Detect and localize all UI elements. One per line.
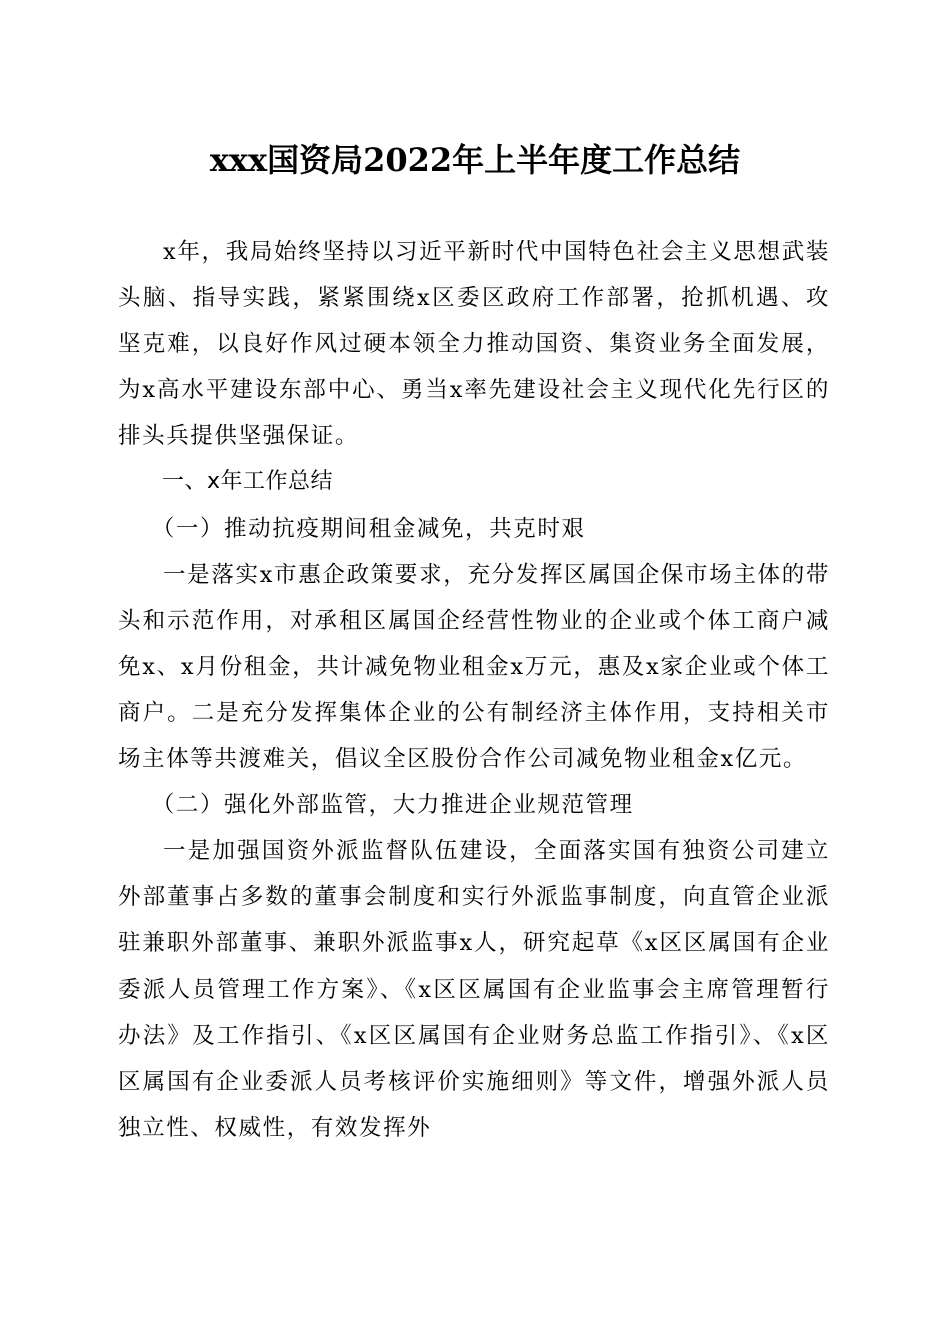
intro-paragraph: x年，我局始终坚持以习近平新时代中国特色社会主义思想武装头脑、指导实践，紧紧围绕x区委区政府工作部署，抢抓机遇、攻坚克难，以良好作风过硬本领全力推动国资、集资业务全面发展，为x高水平建设东部中心、勇当x率先建设社会主义现代化先行区的排头兵提供坚强保证。 [118, 239, 830, 450]
document-body [118, 229, 830, 1151]
subsection-heading-2: （二）强化外部监管，大力推进企业规范管理 [151, 792, 634, 819]
subsection-heading-1: （一）推动抗疫期间租金减免，共克时艰 [151, 515, 586, 542]
subsection-2-paragraph: 一是加强国资外派监督队伍建设，全面落实国有独资公司建立外部董事占多数的董事会制度和实行外派监事制度，向直管企业派驻兼职外部董事、兼职外派监事x人，研究起草《x区区属国有企业委派人员管理工作方案》、《x区区属国有企业监事会主席管理暂行办法》及工作指引、《x区区属国有企业财务总监工作指引》、《x区区属国有企业委派人员考核评价实施细则》等文件，增强外派人员独立性、权威性，有效发挥外 [118, 838, 830, 1141]
subsection-1-paragraph: 一是落实x市惠企政策要求，充分发挥区属国企保市场主体的带头和示范作用，对承租区属国企经营性物业的企业或个体工商户减免x、x月份租金，共计减免物业租金x万元，惠及x家企业或个体工商户。二是充分发挥集体企业的公有制经济主体作用，支持相关市场主体等共渡难关，倡议全区股份合作公司减免物业租金x亿元。 [118, 561, 830, 773]
section-heading-1: 一、x年工作总结 [162, 469, 334, 495]
document-title: xxx国资局2022年上半年度工作总结 [209, 141, 741, 179]
